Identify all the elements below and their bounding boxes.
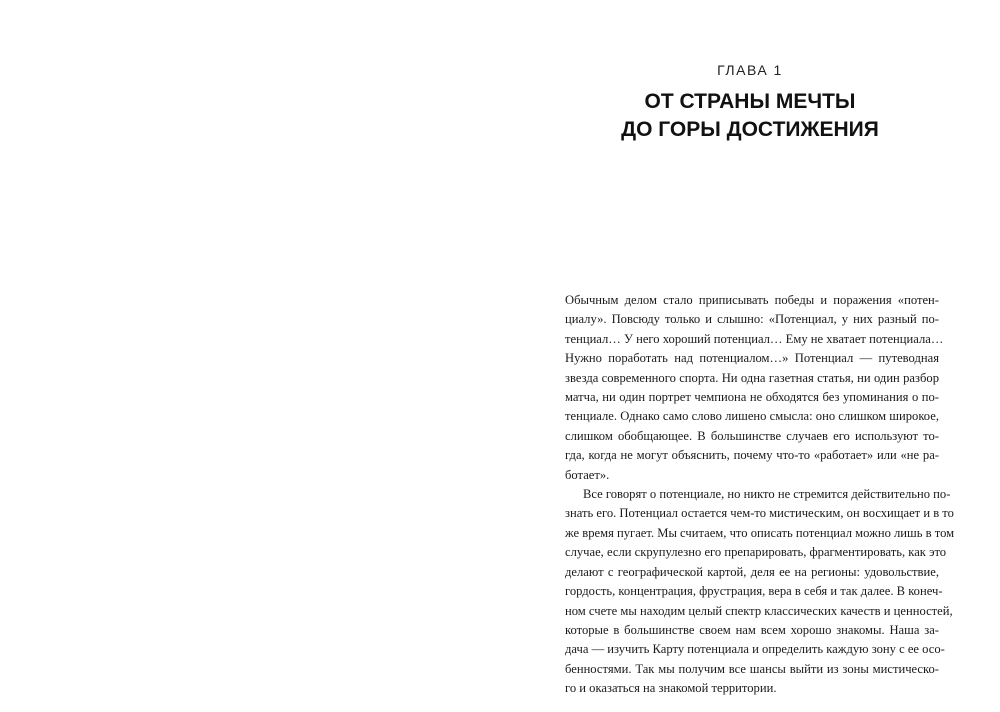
text-line: циалу». Повсюду только и слышно: «Потенциал, у них разный по- bbox=[565, 312, 939, 327]
paragraph bbox=[565, 291, 944, 485]
text-line: слишком обобщающее. В большинстве случаев его используют то- bbox=[565, 428, 939, 443]
chapter-label: ГЛАВА 1 bbox=[717, 62, 783, 78]
text-line: тенциал… У него хороший потенциал… Ему не хватает потенциала… bbox=[565, 331, 944, 346]
text-line: ном счете мы находим целый спектр классических качеств и ценностей, bbox=[565, 603, 953, 618]
text-line: дача — изучить Карту потенциала и определить каждую зону с ее осо- bbox=[565, 642, 945, 657]
text-line: го и оказаться на знакомой территории. bbox=[565, 681, 777, 696]
chapter-title-line: ОТ СТРАНЫ МЕЧТЫ bbox=[644, 90, 856, 113]
text-line: которые в большинстве своем нам всем хорошо знакомы. Наша за- bbox=[565, 622, 939, 637]
right-page bbox=[500, 0, 1000, 712]
chapter-title-line: ДО ГОРЫ ДОСТИЖЕНИЯ bbox=[621, 118, 879, 141]
text-line: же время пугает. Мы считаем, что описать потенциал можно лишь в том bbox=[565, 525, 955, 540]
text-line: случае, если скрупулезно его препарировать, фрагментировать, как это bbox=[565, 545, 947, 560]
text-line: тенциале. Однако само слово лишено смысла: оно слишком широкое, bbox=[565, 409, 939, 424]
text-line: бенностями. Так мы получим все шансы выйти из зоны мистическо- bbox=[565, 661, 939, 676]
text-line: Все говорят о потенциале, но никто не стремится действительно по- bbox=[583, 487, 951, 502]
text-line: Нужно поработать над потенциалом…» Потенциал — путеводная bbox=[565, 351, 939, 366]
text-line: знать его. Потенциал остается чем-то мистическим, он восхищает и в то bbox=[565, 506, 954, 521]
text-line: звезда современного спорта. Ни одна газетная статья, ни один разбор bbox=[565, 370, 939, 385]
text-line: делают с географической картой, деля ее на регионы: удовольствие, bbox=[565, 564, 939, 579]
text-line: матча, ни один портрет чемпиона не обходятся без упоминания о по- bbox=[565, 390, 939, 405]
chapter-title bbox=[500, 88, 1000, 144]
body-text bbox=[565, 291, 955, 699]
text-line: Обычным делом стало приписывать победы и поражения «потен- bbox=[565, 293, 939, 307]
paragraph bbox=[565, 485, 955, 698]
text-line: ботает». bbox=[565, 467, 610, 482]
text-line: гордость, концентрация, фрустрация, вера в себя и так далее. В конеч- bbox=[565, 584, 943, 599]
text-line: гда, когда не могут объяснить, почему что-то «работает» или «не ра- bbox=[565, 448, 939, 463]
